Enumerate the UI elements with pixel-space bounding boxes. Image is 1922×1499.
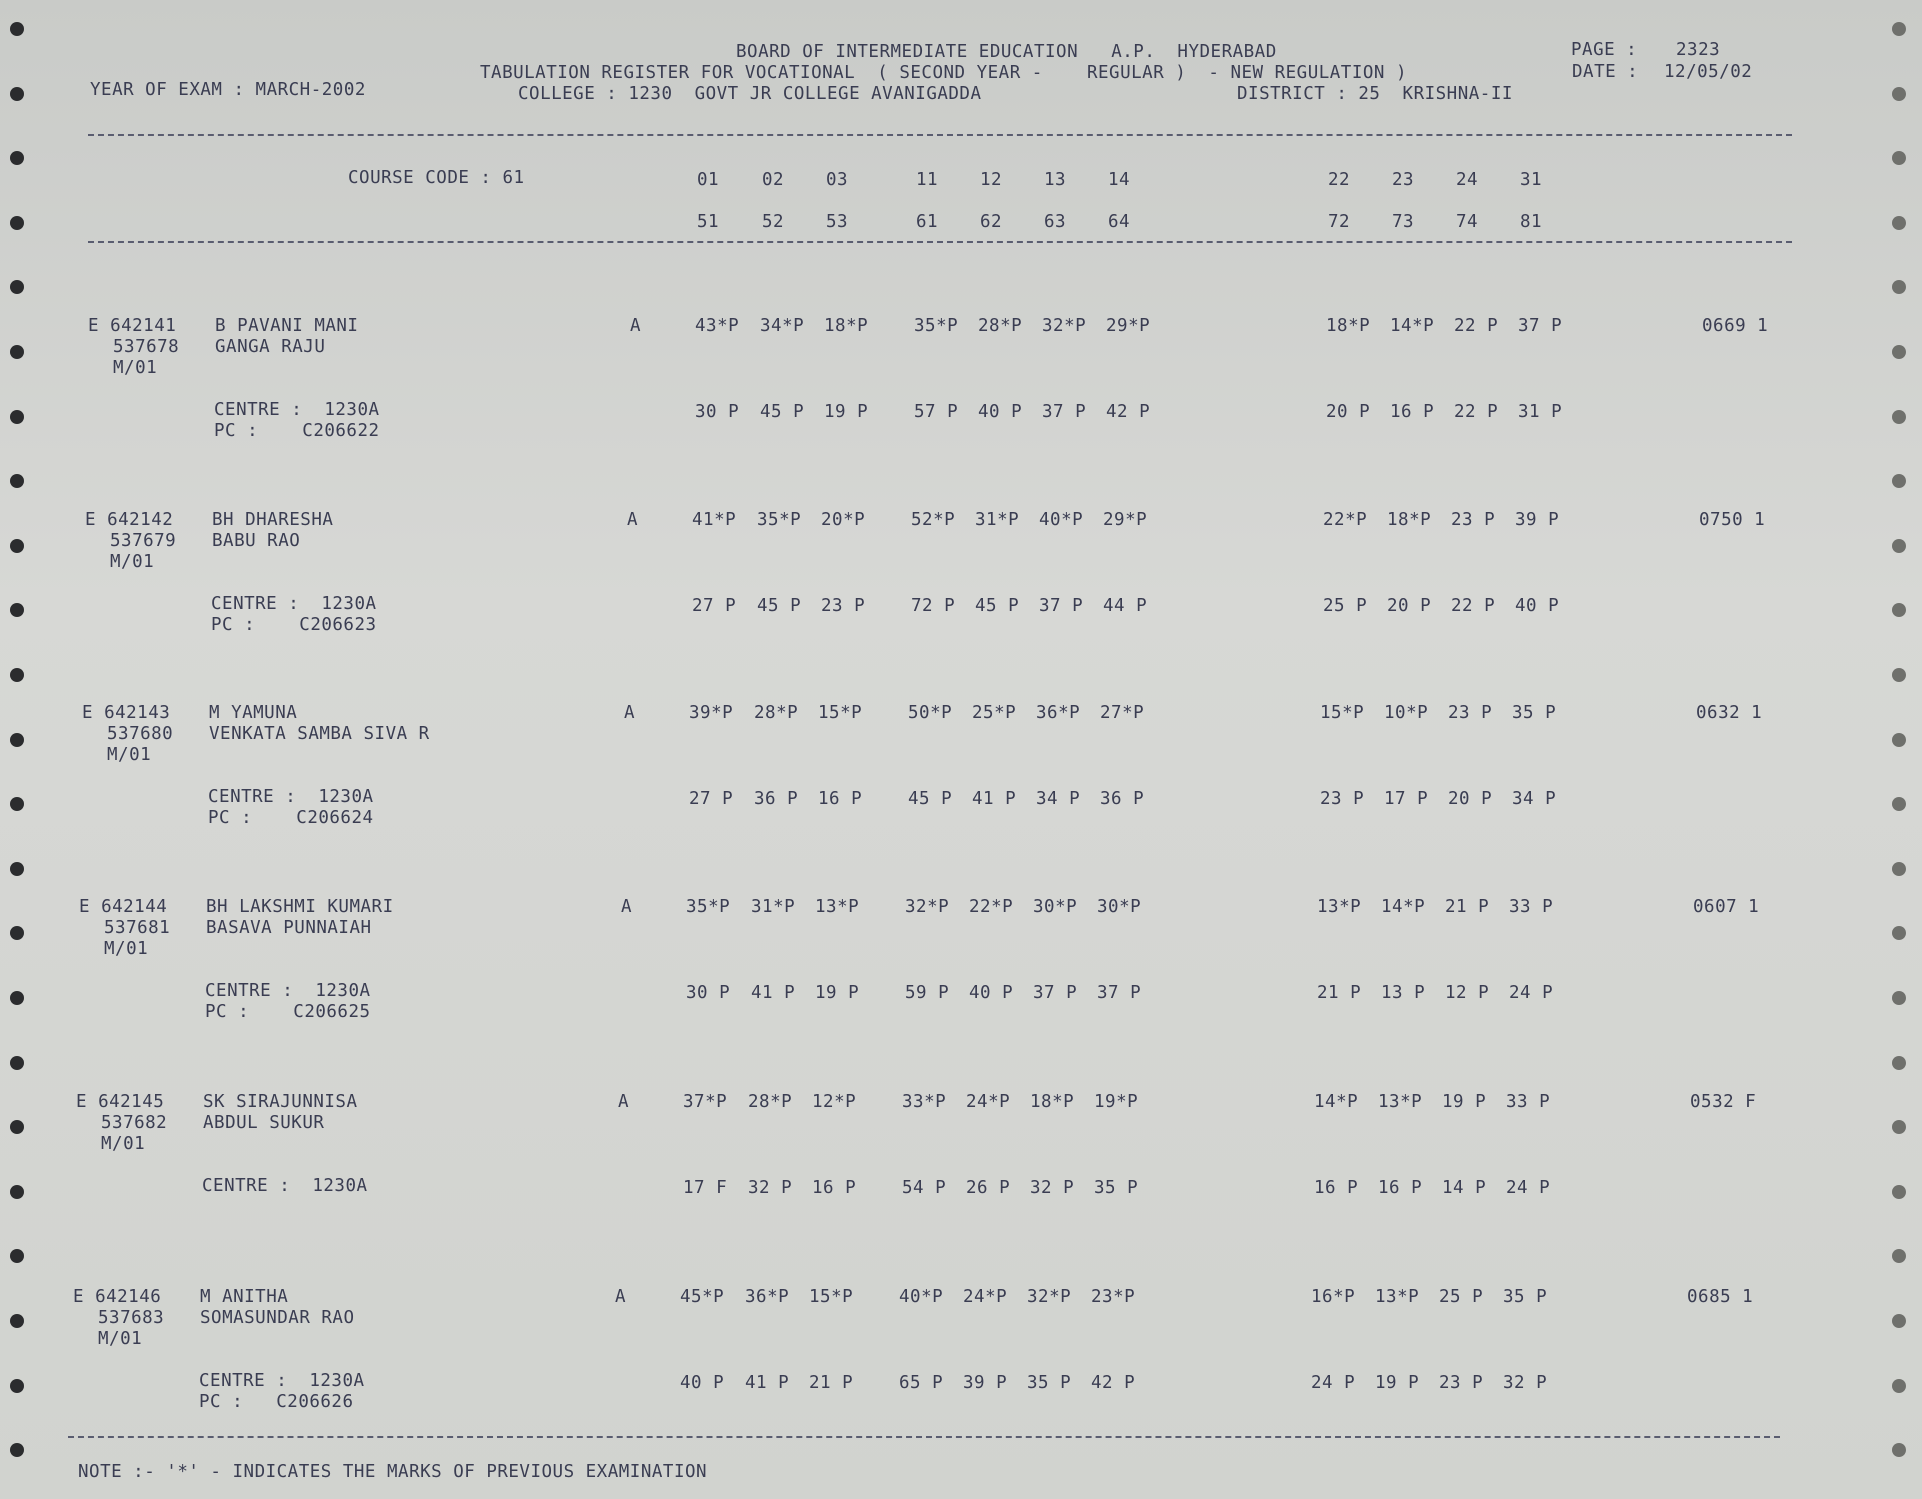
subject-code: 62 (980, 212, 1003, 232)
subject-mark: 39*P (689, 703, 734, 723)
subject-mark: 65 P (899, 1373, 944, 1393)
roll-number: E 642144 (79, 897, 168, 917)
registration-number: 537680 (107, 724, 174, 744)
subject-mark: 27 P (689, 789, 734, 809)
father-name: BABU RAO (212, 531, 301, 551)
feed-hole (1892, 216, 1906, 230)
board-title: BOARD OF INTERMEDIATE EDUCATION A.P. HYDERABAD (736, 42, 1277, 62)
subject-mark: 41*P (692, 510, 737, 530)
subject-mark: 57 P (914, 402, 959, 422)
subject-mark: 12 P (1445, 983, 1490, 1003)
subject-mark: 20 P (1448, 789, 1493, 809)
subject-mark: 41 P (745, 1373, 790, 1393)
centre-code: CENTRE : 1230A (199, 1371, 365, 1391)
subject-code: 51 (697, 212, 720, 232)
subject-code: 73 (1392, 212, 1415, 232)
year-of-exam: YEAR OF EXAM : MARCH-2002 (90, 80, 366, 100)
feed-hole (10, 151, 24, 165)
category-code: M/01 (104, 939, 149, 959)
subject-mark: 40*P (899, 1287, 944, 1307)
subject-mark: 45 P (760, 402, 805, 422)
roll-number: E 642141 (88, 316, 177, 336)
total-result: 0607 1 (1693, 897, 1760, 917)
subject-mark: 15*P (1320, 703, 1365, 723)
subject-mark: 22*P (969, 897, 1014, 917)
subject-mark: 32 P (1030, 1178, 1075, 1198)
pc-number: PC : C206625 (205, 1002, 371, 1022)
feed-hole (10, 1249, 24, 1263)
pc-number: PC : C206626 (199, 1392, 354, 1412)
category-code: M/01 (101, 1134, 146, 1154)
tractor-feed-holes-right (1878, 0, 1908, 1499)
feed-hole (10, 1185, 24, 1199)
subject-mark: 23 P (821, 596, 866, 616)
feed-hole (10, 1120, 24, 1134)
subject-mark: 28*P (754, 703, 799, 723)
feed-hole (10, 603, 24, 617)
subject-mark: 41 P (751, 983, 796, 1003)
subject-mark: 45*P (680, 1287, 725, 1307)
subject-code: 23 (1392, 170, 1415, 190)
subject-mark: 20 P (1387, 596, 1432, 616)
subject-mark: 20*P (821, 510, 866, 530)
subject-mark: 22 P (1454, 402, 1499, 422)
medium-code: A (621, 897, 633, 917)
subject-mark: 32 P (1503, 1373, 1548, 1393)
subject-mark: 72 P (911, 596, 956, 616)
category-code: M/01 (110, 552, 155, 572)
subject-mark: 37 P (1033, 983, 1078, 1003)
feed-hole (1892, 603, 1906, 617)
subject-mark: 31*P (975, 510, 1020, 530)
roll-number: E 642146 (73, 1287, 162, 1307)
subject-mark: 15*P (818, 703, 863, 723)
feed-hole (1892, 1120, 1906, 1134)
subject-mark: 27*P (1100, 703, 1145, 723)
feed-hole (10, 345, 24, 359)
student-name: BH LAKSHMI KUMARI (206, 897, 394, 917)
subject-mark: 22 P (1454, 316, 1499, 336)
subject-mark: 37 P (1042, 402, 1087, 422)
subject-mark: 13*P (815, 897, 860, 917)
father-name: VENKATA SAMBA SIVA R (209, 724, 430, 744)
subject-mark: 25 P (1323, 596, 1368, 616)
subject-mark: 59 P (905, 983, 950, 1003)
roll-number: E 642143 (82, 703, 171, 723)
feed-hole (1892, 345, 1906, 359)
subject-code: 11 (916, 170, 939, 190)
feed-hole (10, 474, 24, 488)
subject-mark: 32*P (1042, 316, 1087, 336)
subject-mark: 36*P (1036, 703, 1081, 723)
subject-mark: 45 P (757, 596, 802, 616)
feed-hole (10, 797, 24, 811)
subject-mark: 16*P (1311, 1287, 1356, 1307)
subject-mark: 14 P (1442, 1178, 1487, 1198)
father-name: ABDUL SUKUR (203, 1113, 325, 1133)
subject-mark: 31*P (751, 897, 796, 917)
student-name: B PAVANI MANI (215, 316, 359, 336)
subject-mark: 17 P (1384, 789, 1429, 809)
roll-number: E 642145 (76, 1092, 165, 1112)
pc-number: PC : C206623 (211, 615, 377, 635)
subject-mark: 21 P (809, 1373, 854, 1393)
feed-hole (1892, 797, 1906, 811)
feed-hole (10, 87, 24, 101)
feed-hole (1892, 1185, 1906, 1199)
subject-mark: 37 P (1039, 596, 1084, 616)
feed-hole (1892, 410, 1906, 424)
centre-code: CENTRE : 1230A (202, 1176, 368, 1196)
subject-mark: 42 P (1106, 402, 1151, 422)
subject-code: 03 (826, 170, 849, 190)
subject-code: 02 (762, 170, 785, 190)
father-name: SOMASUNDAR RAO (200, 1308, 355, 1328)
subject-mark: 29*P (1106, 316, 1151, 336)
subject-mark: 35 P (1094, 1178, 1139, 1198)
subject-mark: 37 P (1097, 983, 1142, 1003)
subject-mark: 30 P (695, 402, 740, 422)
subject-code: 24 (1456, 170, 1479, 190)
feed-hole (10, 1314, 24, 1328)
student-name: M ANITHA (200, 1287, 289, 1307)
total-result: 0669 1 (1702, 316, 1769, 336)
subject-mark: 30*P (1033, 897, 1078, 917)
subject-mark: 24*P (966, 1092, 1011, 1112)
feed-hole (10, 216, 24, 230)
feed-hole (1892, 668, 1906, 682)
subject-mark: 13*P (1378, 1092, 1423, 1112)
subject-mark: 15*P (809, 1287, 854, 1307)
subject-mark: 30*P (1097, 897, 1142, 917)
subject-mark: 33 P (1506, 1092, 1551, 1112)
subject-code: 52 (762, 212, 785, 232)
subject-mark: 29*P (1103, 510, 1148, 530)
feed-hole (10, 1379, 24, 1393)
subject-mark: 23*P (1091, 1287, 1136, 1307)
total-result: 0532 F (1690, 1092, 1757, 1112)
total-result: 0750 1 (1699, 510, 1766, 530)
subject-mark: 32*P (905, 897, 950, 917)
pc-number: PC : C206622 (214, 421, 380, 441)
subject-code: 72 (1328, 212, 1351, 232)
total-result: 0632 1 (1696, 703, 1763, 723)
feed-hole (10, 733, 24, 747)
subject-mark: 13*P (1317, 897, 1362, 917)
subject-mark: 34*P (760, 316, 805, 336)
medium-code: A (618, 1092, 630, 1112)
feed-hole (10, 410, 24, 424)
registration-number: 537679 (110, 531, 177, 551)
subject-mark: 18*P (1326, 316, 1371, 336)
subject-mark: 16 P (818, 789, 863, 809)
separator-rule (88, 134, 1792, 136)
category-code: M/01 (107, 745, 152, 765)
feed-hole (1892, 474, 1906, 488)
subject-mark: 16 P (1390, 402, 1435, 422)
subject-mark: 40 P (1515, 596, 1560, 616)
subject-mark: 28*P (748, 1092, 793, 1112)
subject-mark: 14*P (1314, 1092, 1359, 1112)
subject-mark: 35*P (757, 510, 802, 530)
subject-mark: 24 P (1509, 983, 1554, 1003)
feed-hole (1892, 22, 1906, 36)
separator-rule (68, 1436, 1780, 1438)
subject-mark: 36*P (745, 1287, 790, 1307)
subject-mark: 37*P (683, 1092, 728, 1112)
medium-code: A (630, 316, 642, 336)
subject-code: 53 (826, 212, 849, 232)
subject-mark: 26 P (966, 1178, 1011, 1198)
student-name: BH DHARESHA (212, 510, 334, 530)
separator-rule (88, 241, 1792, 243)
subject-mark: 35 P (1512, 703, 1557, 723)
subject-mark: 39 P (1515, 510, 1560, 530)
subject-mark: 40 P (978, 402, 1023, 422)
feed-hole (1892, 1379, 1906, 1393)
category-code: M/01 (98, 1329, 143, 1349)
subject-code: 14 (1108, 170, 1131, 190)
centre-code: CENTRE : 1230A (211, 594, 377, 614)
feed-hole (1892, 862, 1906, 876)
roll-number: E 642142 (85, 510, 174, 530)
page-number: 2323 (1676, 40, 1721, 60)
student-name: SK SIRAJUNNISA (203, 1092, 358, 1112)
subject-mark: 28*P (978, 316, 1023, 336)
subject-code: 64 (1108, 212, 1131, 232)
feed-hole (10, 1056, 24, 1070)
subject-code: 81 (1520, 212, 1543, 232)
subject-code: 01 (697, 170, 720, 190)
subject-mark: 14*P (1381, 897, 1426, 917)
centre-code: CENTRE : 1230A (205, 981, 371, 1001)
feed-hole (10, 22, 24, 36)
subject-mark: 13 P (1381, 983, 1426, 1003)
subject-mark: 32 P (748, 1178, 793, 1198)
subject-mark: 23 P (1320, 789, 1365, 809)
medium-code: A (615, 1287, 627, 1307)
category-code: M/01 (113, 358, 158, 378)
subject-mark: 40*P (1039, 510, 1084, 530)
subject-mark: 34 P (1512, 789, 1557, 809)
subject-mark: 36 P (1100, 789, 1145, 809)
subject-mark: 54 P (902, 1178, 947, 1198)
subject-mark: 43*P (695, 316, 740, 336)
college-line: COLLEGE : 1230 GOVT JR COLLEGE AVANIGADDA (518, 84, 982, 104)
total-result: 0685 1 (1687, 1287, 1754, 1307)
subject-mark: 12*P (812, 1092, 857, 1112)
subject-mark: 16 P (812, 1178, 857, 1198)
subject-mark: 19 P (1375, 1373, 1420, 1393)
subject-mark: 35*P (914, 316, 959, 336)
feed-hole (1892, 1314, 1906, 1328)
father-name: GANGA RAJU (215, 337, 326, 357)
subject-mark: 33 P (1509, 897, 1554, 917)
feed-hole (10, 539, 24, 553)
subject-mark: 40 P (680, 1373, 725, 1393)
date-label: DATE : (1572, 62, 1639, 82)
subject-mark: 18*P (824, 316, 869, 336)
subject-mark: 21 P (1445, 897, 1490, 917)
subject-mark: 23 P (1439, 1373, 1484, 1393)
subject-mark: 44 P (1103, 596, 1148, 616)
subject-code: 31 (1520, 170, 1543, 190)
subject-mark: 19 P (815, 983, 860, 1003)
date-value: 12/05/02 (1664, 62, 1753, 82)
subject-code: 61 (916, 212, 939, 232)
registration-number: 537682 (101, 1113, 168, 1133)
subject-mark: 25*P (972, 703, 1017, 723)
subject-code: 74 (1456, 212, 1479, 232)
register-title: TABULATION REGISTER FOR VOCATIONAL ( SECOND YEAR - REGULAR ) - NEW REGULATION ) (480, 63, 1408, 83)
centre-code: CENTRE : 1230A (214, 400, 380, 420)
subject-mark: 40 P (969, 983, 1014, 1003)
subject-mark: 23 P (1448, 703, 1493, 723)
subject-mark: 18*P (1030, 1092, 1075, 1112)
subject-mark: 20 P (1326, 402, 1371, 422)
subject-code: 22 (1328, 170, 1351, 190)
subject-mark: 24*P (963, 1287, 1008, 1307)
subject-mark: 30 P (686, 983, 731, 1003)
subject-code: 13 (1044, 170, 1067, 190)
medium-code: A (624, 703, 636, 723)
subject-mark: 34 P (1036, 789, 1081, 809)
feed-hole (1892, 926, 1906, 940)
registration-number: 537681 (104, 918, 171, 938)
subject-mark: 22 P (1451, 596, 1496, 616)
subject-mark: 41 P (972, 789, 1017, 809)
feed-hole (10, 991, 24, 1005)
subject-mark: 35 P (1027, 1373, 1072, 1393)
page-label: PAGE : (1571, 40, 1638, 60)
feed-hole (10, 926, 24, 940)
district-line: DISTRICT : 25 KRISHNA-II (1237, 84, 1513, 104)
subject-mark: 21 P (1317, 983, 1362, 1003)
course-code: COURSE CODE : 61 (348, 168, 525, 188)
subject-mark: 35*P (686, 897, 731, 917)
subject-mark: 16 P (1378, 1178, 1423, 1198)
subject-code: 63 (1044, 212, 1067, 232)
subject-mark: 36 P (754, 789, 799, 809)
feed-hole (1892, 151, 1906, 165)
subject-mark: 24 P (1506, 1178, 1551, 1198)
feed-hole (10, 1443, 24, 1457)
subject-mark: 19 P (824, 402, 869, 422)
registration-number: 537678 (113, 337, 180, 357)
feed-hole (1892, 1443, 1906, 1457)
subject-mark: 35 P (1503, 1287, 1548, 1307)
father-name: BASAVA PUNNAIAH (206, 918, 372, 938)
subject-mark: 18*P (1387, 510, 1432, 530)
subject-code: 12 (980, 170, 1003, 190)
subject-mark: 10*P (1384, 703, 1429, 723)
feed-hole (1892, 539, 1906, 553)
subject-mark: 50*P (908, 703, 953, 723)
subject-mark: 13*P (1375, 1287, 1420, 1307)
subject-mark: 33*P (902, 1092, 947, 1112)
feed-hole (10, 280, 24, 294)
subject-mark: 23 P (1451, 510, 1496, 530)
feed-hole (10, 862, 24, 876)
feed-hole (1892, 280, 1906, 294)
feed-hole (1892, 991, 1906, 1005)
subject-mark: 39 P (963, 1373, 1008, 1393)
feed-hole (1892, 1056, 1906, 1070)
subject-mark: 45 P (975, 596, 1020, 616)
tractor-feed-holes-left (0, 0, 30, 1499)
subject-mark: 52*P (911, 510, 956, 530)
subject-mark: 16 P (1314, 1178, 1359, 1198)
subject-mark: 17 F (683, 1178, 728, 1198)
subject-mark: 24 P (1311, 1373, 1356, 1393)
subject-mark: 42 P (1091, 1373, 1136, 1393)
subject-mark: 45 P (908, 789, 953, 809)
subject-mark: 22*P (1323, 510, 1368, 530)
subject-mark: 25 P (1439, 1287, 1484, 1307)
centre-code: CENTRE : 1230A (208, 787, 374, 807)
feed-hole (10, 668, 24, 682)
subject-mark: 27 P (692, 596, 737, 616)
registration-number: 537683 (98, 1308, 165, 1328)
feed-hole (1892, 87, 1906, 101)
medium-code: A (627, 510, 639, 530)
pc-number: PC : C206624 (208, 808, 374, 828)
subject-mark: 19 P (1442, 1092, 1487, 1112)
footnote: NOTE :- '*' - INDICATES THE MARKS OF PREVIOUS EXAMINATION (78, 1462, 708, 1482)
subject-mark: 37 P (1518, 316, 1563, 336)
feed-hole (1892, 733, 1906, 747)
subject-mark: 32*P (1027, 1287, 1072, 1307)
subject-mark: 19*P (1094, 1092, 1139, 1112)
feed-hole (1892, 1249, 1906, 1263)
subject-mark: 31 P (1518, 402, 1563, 422)
student-name: M YAMUNA (209, 703, 298, 723)
subject-mark: 14*P (1390, 316, 1435, 336)
